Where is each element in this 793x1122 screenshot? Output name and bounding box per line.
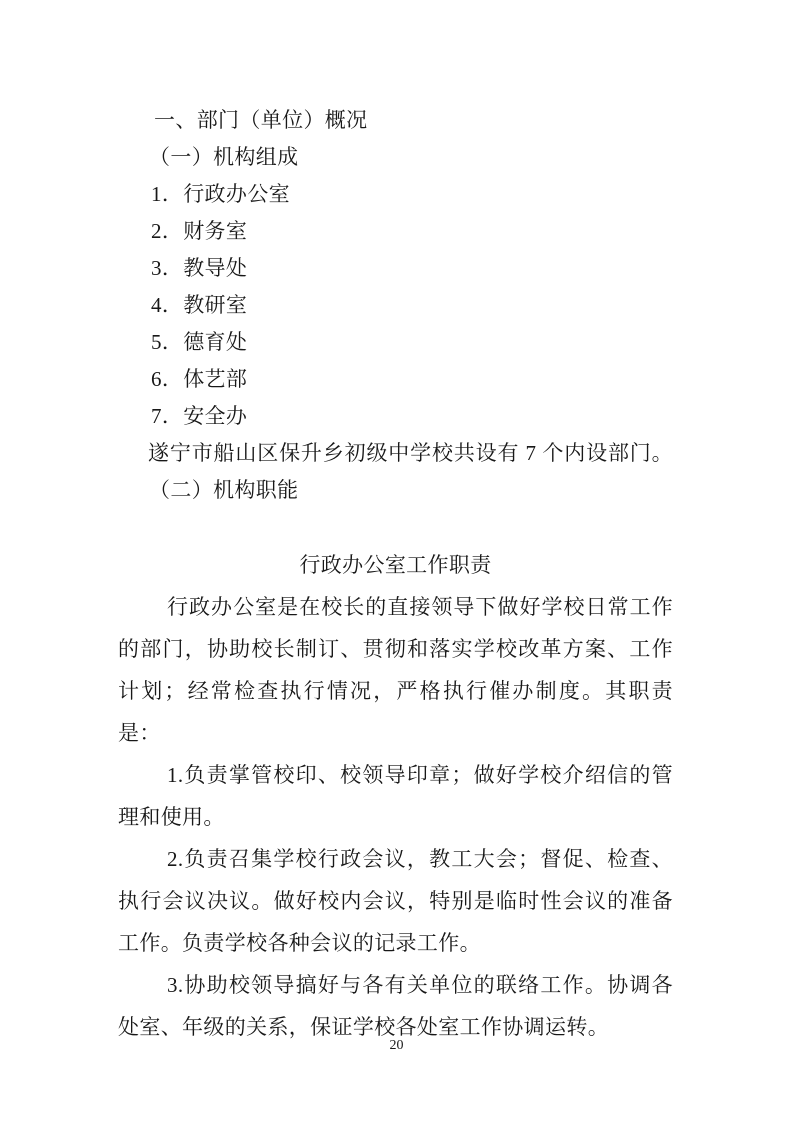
department-list-item: 2．财务室 <box>151 219 248 243</box>
department-list-item: 5．德育处 <box>151 330 248 354</box>
duties-paragraph: 行政办公室是在校长的直接领导下做好学校日常工作的部门，协助校长制订、贯彻和落实学校改革方案、工作计划；经常检查执行情况，严格执行催办制度。其职责是： <box>118 595 673 745</box>
duties-paragraph: 3.协助校领导搞好与各有关单位的联络工作。协调各处室、年级的关系，保证学校各处室工作协调运转。 <box>118 973 673 1039</box>
duties-section <box>118 544 673 1048</box>
subsection-heading-org: （一）机构组成 <box>149 145 299 169</box>
section-heading: 一、部门（单位）概况 <box>154 108 368 132</box>
department-list-item: 6．体艺部 <box>151 367 248 391</box>
page-number: 20 <box>389 1038 404 1053</box>
department-list-item: 7．安全办 <box>151 404 248 428</box>
duties-paragraph: 2.负责召集学校行政会议，教工大会；督促、检查、执行会议决议。做好校内会议，特别是临时性会议的准备工作。负责学校各种会议的记录工作。 <box>118 847 673 955</box>
duties-paragraph: 1.负责掌管校印、校领导印章；做好学校介绍信的管理和使用。 <box>118 763 673 829</box>
duties-title: 行政办公室工作职责 <box>299 553 492 577</box>
department-list-item: 1．行政办公室 <box>151 182 290 206</box>
departments-summary: 遂宁市船山区保升乡初级中学校共设有 7 个内设部门。 <box>148 441 673 465</box>
overview-section <box>118 102 673 509</box>
department-list-item: 3．教导处 <box>151 256 248 280</box>
department-list-item: 4．教研室 <box>151 293 248 317</box>
subsection-heading-functions: （二）机构职能 <box>149 478 299 502</box>
